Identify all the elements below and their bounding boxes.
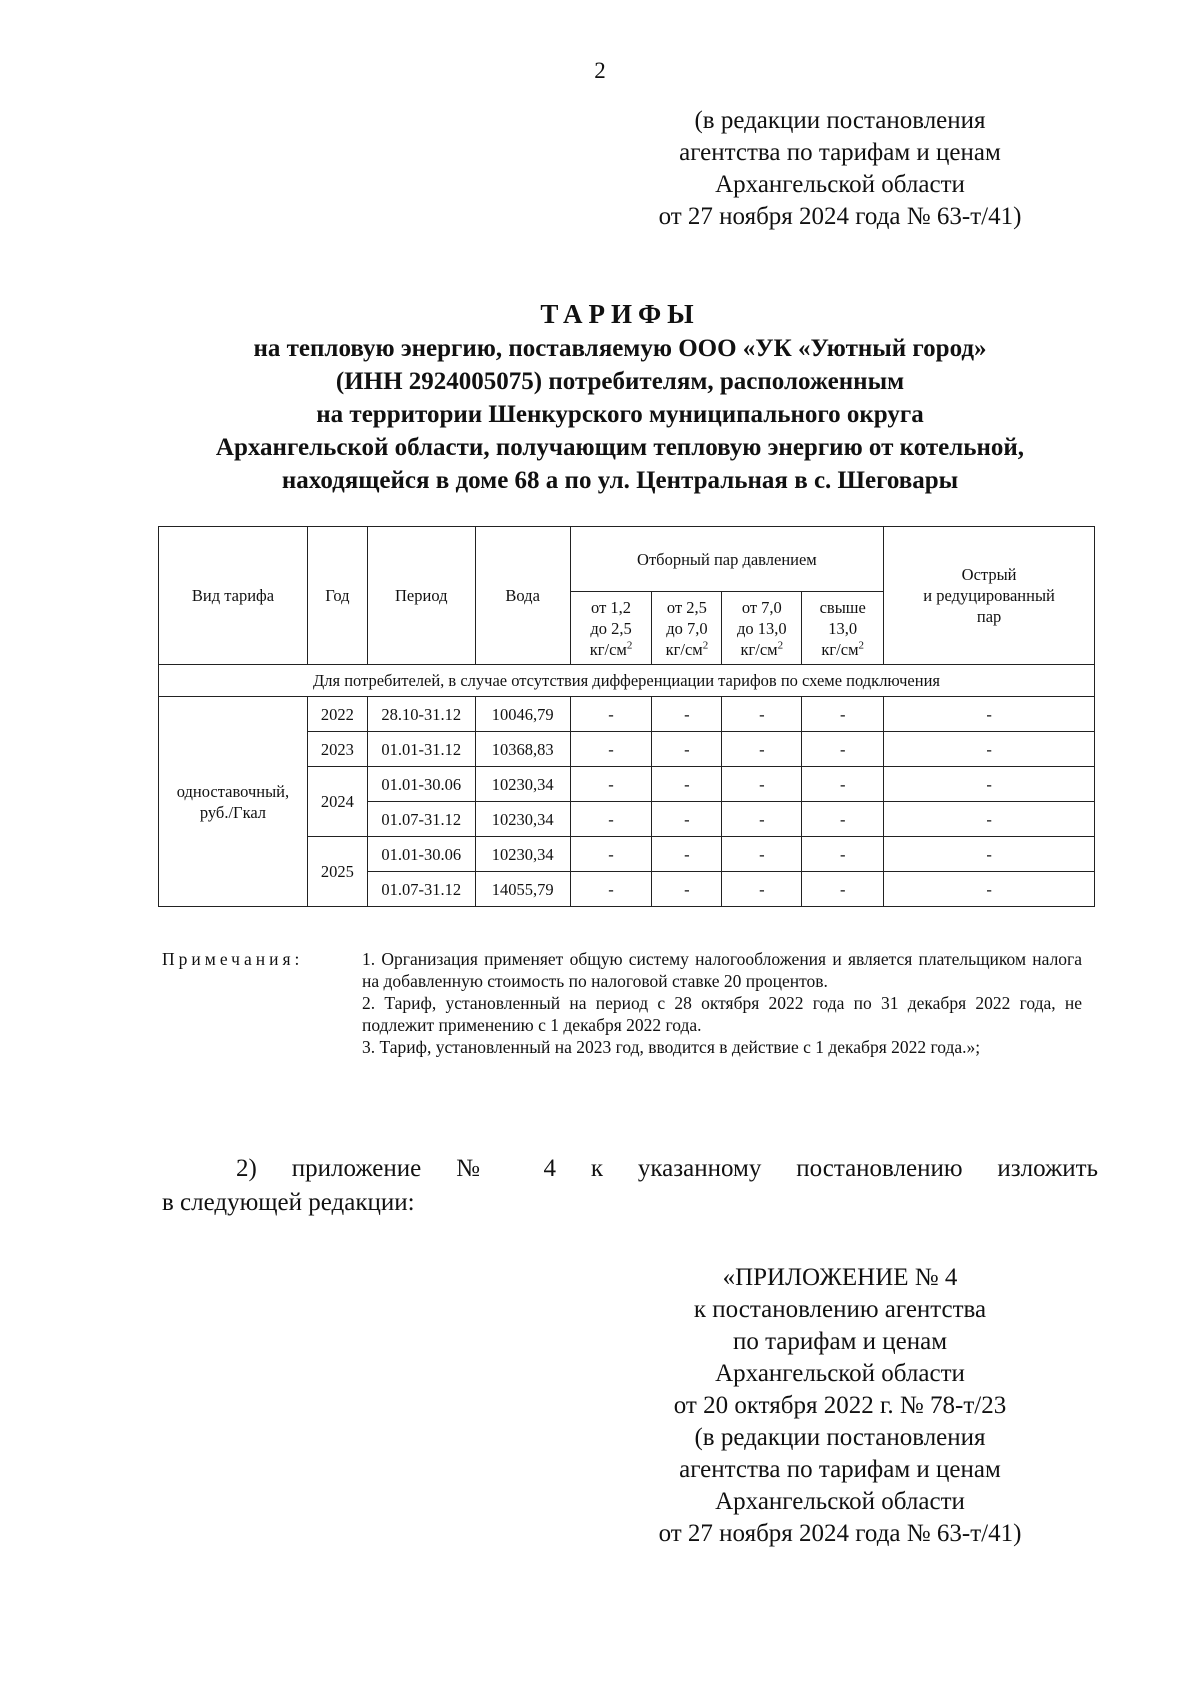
steam-cell: - (570, 802, 652, 837)
period-cell: 01.01-31.12 (367, 732, 475, 767)
steam-1-line: до 2,5 (590, 618, 632, 638)
period-cell: 01.01-30.06 (367, 837, 475, 872)
sharp-steam-cell: - (884, 802, 1095, 837)
steam-cell: - (722, 802, 802, 837)
note-item: 2. Тариф, установленный на период с 28 октября 2022 года по 31 декабря 2022 года, не подлежит применению с 1 декабря 2022 года. (362, 993, 1082, 1035)
steam-cell: - (570, 697, 652, 732)
water-cell: 14055,79 (475, 872, 570, 907)
unit-superscript: 2 (858, 639, 865, 651)
water-cell: 10230,34 (475, 767, 570, 802)
water-cell: 10230,34 (475, 837, 570, 872)
year-cell: 2022 (307, 697, 367, 732)
appendix-line: к постановлению агентства (693, 1296, 987, 1323)
table-section-row (159, 665, 1095, 697)
tariff-name-cell (159, 697, 308, 907)
header-sharp-steam (884, 527, 1095, 665)
header-steam-group: Отборный пар давлением (570, 527, 884, 592)
appendix-line: (в редакции постановления (694, 1424, 986, 1451)
period-cell: 01.07-31.12 (367, 872, 475, 907)
steam-3-line: до 13,0 (736, 618, 787, 638)
sharp-steam-cell: - (884, 837, 1095, 872)
table-row (159, 697, 1095, 732)
steam-cell: - (652, 802, 722, 837)
year-cell: 2023 (307, 732, 367, 767)
steam-2-line: от 2,5 (666, 597, 707, 617)
amendment-paragraph (162, 1152, 1098, 1220)
steam-3-line: от 7,0 (741, 597, 782, 617)
steam-4-unit: кг/см (821, 639, 859, 659)
appendix-line: Архангельской области (715, 1360, 965, 1387)
notes-label: Примечания: (162, 949, 304, 969)
appendix-header (620, 1262, 1060, 1550)
edition-line: Архангельской области (715, 171, 965, 198)
steam-cell: - (652, 837, 722, 872)
header-water: Вода (475, 527, 570, 665)
appendix-line: от 27 ноября 2024 года № 63-т/41) (658, 1520, 1022, 1547)
steam-1-line: от 1,2 (591, 597, 632, 617)
steam-cell: - (570, 732, 652, 767)
steam-cell: - (722, 732, 802, 767)
header-tariff-type: Вид тарифа (159, 527, 308, 665)
unit-superscript: 2 (626, 639, 633, 651)
steam-cell: - (722, 697, 802, 732)
title-line: Архангельской области, получающим тепловую энергию от котельной, (215, 434, 1025, 461)
page-number: 2 (594, 58, 606, 83)
document-title (140, 298, 1100, 497)
year-cell: 2025 (307, 837, 367, 907)
header-year: Год (307, 527, 367, 665)
header-sharp-steam-line: и редуцированный (923, 586, 1055, 605)
steam-cell: - (722, 872, 802, 907)
steam-4-line: 13,0 (828, 618, 858, 638)
unit-superscript: 2 (702, 639, 709, 651)
steam-cell: - (802, 767, 884, 802)
steam-cell: - (802, 732, 884, 767)
steam-cell: - (722, 767, 802, 802)
tariff-name-line: одноставочный, (176, 781, 290, 801)
title-line: (ИНН 2924005075) потребителям, расположенным (335, 368, 905, 395)
header-steam-2 (652, 592, 722, 665)
sharp-steam-cell: - (884, 872, 1095, 907)
header-period: Период (367, 527, 475, 665)
header-sharp-steam-line: Острый (961, 565, 1017, 584)
steam-cell: - (570, 767, 652, 802)
steam-3-unit: кг/см (740, 639, 778, 659)
header-sharp-steam-line: пар (976, 607, 1002, 626)
steam-cell: - (652, 872, 722, 907)
steam-cell: - (570, 872, 652, 907)
edition-line: от 27 ноября 2024 года № 63-т/41) (658, 203, 1022, 230)
steam-cell: - (570, 837, 652, 872)
appendix-line: Архангельской области (715, 1488, 965, 1515)
steam-2-unit: кг/см (665, 639, 703, 659)
sharp-steam-cell: - (884, 732, 1095, 767)
title-line: находящейся в доме 68 а по ул. Центральная в с. Шеговары (281, 467, 959, 494)
appendix-line: «ПРИЛОЖЕНИЕ № 4 (722, 1264, 958, 1291)
steam-cell: - (802, 872, 884, 907)
steam-cell: - (802, 697, 884, 732)
steam-cell: - (652, 732, 722, 767)
edition-note-top (620, 105, 1060, 233)
steam-cell: - (802, 837, 884, 872)
title-line: на территории Шенкурского муниципального округа (316, 401, 924, 428)
water-cell: 10046,79 (475, 697, 570, 732)
period-cell: 01.01-30.06 (367, 767, 475, 802)
amendment-line: 2) приложение № 4 к указанному постановлению изложить (236, 1155, 1098, 1182)
steam-4-line: свыше (819, 597, 866, 617)
sharp-steam-cell: - (884, 697, 1095, 732)
tariffs-table (158, 526, 1095, 907)
steam-cell: - (722, 837, 802, 872)
notes-list (362, 948, 1082, 1058)
appendix-line: агентства по тарифам и ценам (679, 1456, 1001, 1483)
edition-line: агентства по тарифам и ценам (679, 139, 1001, 166)
steam-cell: - (652, 697, 722, 732)
steam-cell: - (802, 802, 884, 837)
section-label: Для потребителей, в случае отсутствия дифференциации тарифов по схеме подключения (159, 665, 1095, 697)
appendix-line: по тарифам и ценам (732, 1328, 948, 1355)
amendment-line: в следующей редакции: (162, 1189, 415, 1216)
title-line: на тепловую энергию, поставляемую ООО «УК «Уютный город» (253, 335, 987, 362)
title-heading: ТАРИФЫ (540, 299, 700, 329)
steam-cell: - (652, 767, 722, 802)
unit-superscript: 2 (777, 639, 784, 651)
sharp-steam-cell: - (884, 767, 1095, 802)
header-steam-4 (802, 592, 884, 665)
header-steam-3 (722, 592, 802, 665)
note-item: 1. Организация применяет общую систему налогообложения и является плательщиком налога на добавленную стоимость по налоговой ставке 20 процентов. (362, 949, 1082, 991)
header-steam-1 (570, 592, 652, 665)
edition-line: (в редакции постановления (694, 107, 986, 134)
water-cell: 10368,83 (475, 732, 570, 767)
period-cell: 28.10-31.12 (367, 697, 475, 732)
year-cell: 2024 (307, 767, 367, 837)
steam-1-unit: кг/см (589, 639, 627, 659)
appendix-line: от 20 октября 2022 г. № 78-т/23 (673, 1392, 1007, 1419)
steam-2-line: до 7,0 (666, 618, 708, 638)
period-cell: 01.07-31.12 (367, 802, 475, 837)
note-item: 3. Тариф, установленный на 2023 год, вводится в действие с 1 декабря 2022 года.»; (362, 1037, 981, 1057)
water-cell: 10230,34 (475, 802, 570, 837)
table-header-row (159, 527, 1095, 592)
tariff-name-line: руб./Гкал (199, 802, 267, 822)
